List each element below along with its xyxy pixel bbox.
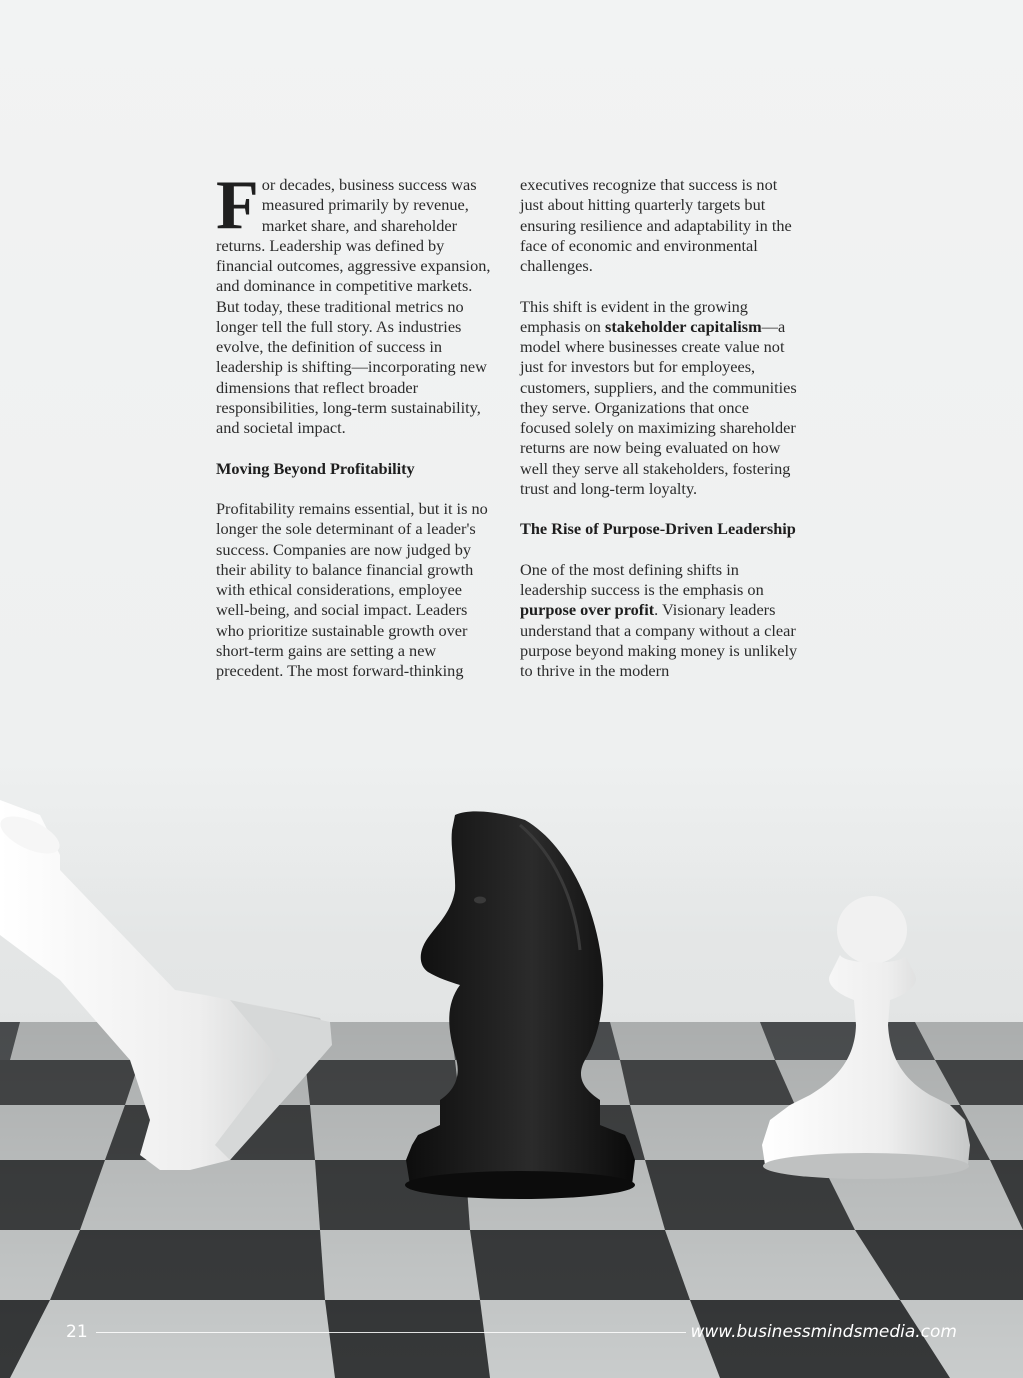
article-column-left bbox=[216, 167, 496, 702]
profitability-paragraph-continued: executives recognize that success is not just about hitting quarterly targets but ensuring resilience and adaptability in the face of economic and environmental challenges. bbox=[520, 175, 792, 275]
stakeholder-text-a: This shift is evident in the growing emphasis on bbox=[520, 296, 748, 336]
purpose-over-profit-term: purpose over profit bbox=[520, 600, 655, 620]
drop-cap: F bbox=[216, 167, 259, 244]
stakeholder-paragraph bbox=[520, 297, 802, 500]
section-heading-profitability: Moving Beyond Profitability bbox=[216, 458, 415, 478]
stakeholder-capitalism-term: stakeholder capitalism bbox=[605, 316, 762, 336]
purpose-text-b: . Visionary leaders understand that a company without a clear purpose beyond making money is unlikely to thrive in the modern bbox=[520, 600, 798, 680]
chess-photo bbox=[0, 760, 1023, 1378]
footer-divider bbox=[96, 1332, 686, 1333]
purpose-text-a: One of the most defining shifts in leadership success is the emphasis on bbox=[520, 559, 764, 599]
page-footer bbox=[0, 1318, 1023, 1348]
intro-paragraph bbox=[216, 167, 496, 438]
article-column-right bbox=[520, 175, 802, 702]
page-number: 21 bbox=[66, 1322, 88, 1342]
intro-text: or decades, business success was measured primarily by revenue, market share, and shareholder returns. Leadership was defined by financial outcomes, aggressive expansion, and dominance in competitive markets. But today, these traditional metrics no longer tell the full story. As industries evolve, the definition of success in leadership is shifting—incorporating new dimensions that reflect broader responsibilities, long-term sustainability, and societal impact. bbox=[216, 175, 491, 437]
stakeholder-text-b: —a model where businesses create value not just for investors but for employees, customers, suppliers, and the communities they serve. Organizations that once focused solely on maximizing shareholder returns are now being evaluated on how well they serve all stakeholders, fostering trust and long-term loyalty. bbox=[520, 316, 797, 498]
purpose-paragraph bbox=[520, 560, 802, 682]
website-link[interactable]: www.businessmindsmedia.com bbox=[690, 1322, 957, 1342]
profitability-paragraph: Profitability remains essential, but it is no longer the sole determinant of a leader's success. Companies are now judged by their ability to balance financial growth with ethical considerations, employee well-being, and social impact. Leaders who prioritize sustainable growth over short-term gains are setting a new precedent. The most forward-thinking bbox=[216, 499, 488, 680]
section-heading-purpose: The Rise of Purpose-Driven Leadership bbox=[520, 519, 796, 539]
